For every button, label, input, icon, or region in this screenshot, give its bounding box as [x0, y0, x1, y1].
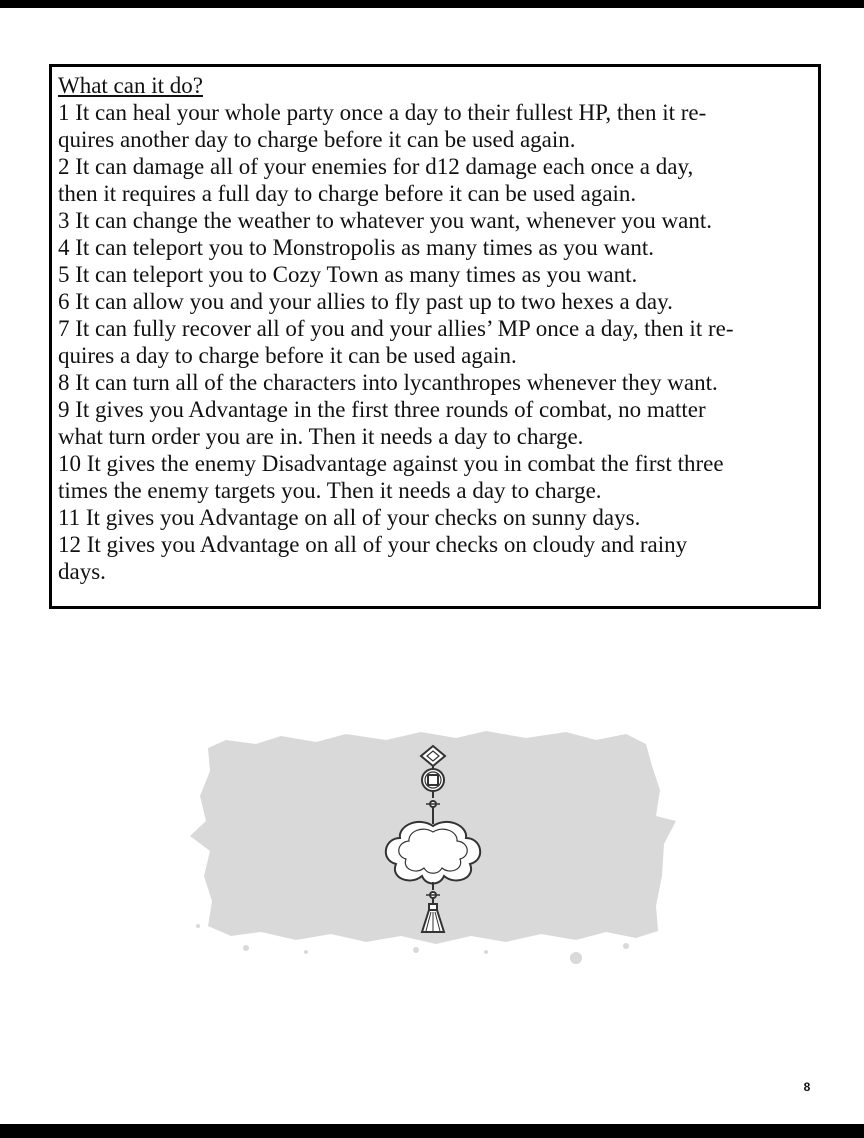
page-number: 8 — [803, 1080, 811, 1094]
ability-line: 9 It gives you Advantage in the first three rounds of combat, no matter — [58, 397, 706, 422]
ability-line: quires another day to charge before it can be used again. — [58, 127, 576, 152]
ability-line: 10 It gives the enemy Disadvantage against you in combat the first three — [58, 451, 724, 476]
ability-line: 12 It gives you Advantage on all of your checks on cloudy and rainy — [58, 532, 688, 557]
bottom-border-bar — [0, 1124, 864, 1138]
ability-line: 4 It can teleport you to Monstropolis as many times as you want. — [58, 235, 654, 260]
ability-line: 6 It can allow you and your allies to fly past up to two hexes a day. — [58, 289, 673, 314]
charm-illustration — [186, 726, 682, 966]
ability-line: days. — [58, 559, 106, 584]
ability-line: quires a day to charge before it can be used again. — [58, 343, 517, 368]
ability-line: 7 It can fully recover all of you and your allies’ MP once a day, then it re- — [58, 316, 734, 341]
ability-line: 11 It gives you Advantage on all of your checks on sunny days. — [58, 505, 641, 530]
ability-line: then it requires a full day to charge before it can be used again. — [58, 181, 637, 206]
ability-line: what turn order you are in. Then it needs a day to charge. — [58, 424, 584, 449]
ability-line: 3 It can change the weather to whatever you want, whenever you want. — [58, 208, 712, 233]
ability-line: 1 It can heal your whole party once a day to their fullest HP, then it re- — [58, 100, 707, 125]
box-title: What can it do? — [58, 73, 203, 98]
ability-line: 2 It can damage all of your enemies for d12 damage each once a day, — [58, 154, 694, 179]
top-border-bar — [0, 0, 864, 8]
ability-line: 5 It can teleport you to Cozy Town as many times as you want. — [58, 262, 638, 287]
abilities-box — [49, 64, 821, 609]
ability-line: 8 It can turn all of the characters into lycanthropes whenever they want. — [58, 370, 718, 395]
ability-line: times the enemy targets you. Then it needs a day to charge. — [58, 478, 602, 503]
charm-pendant-icon — [186, 726, 682, 966]
